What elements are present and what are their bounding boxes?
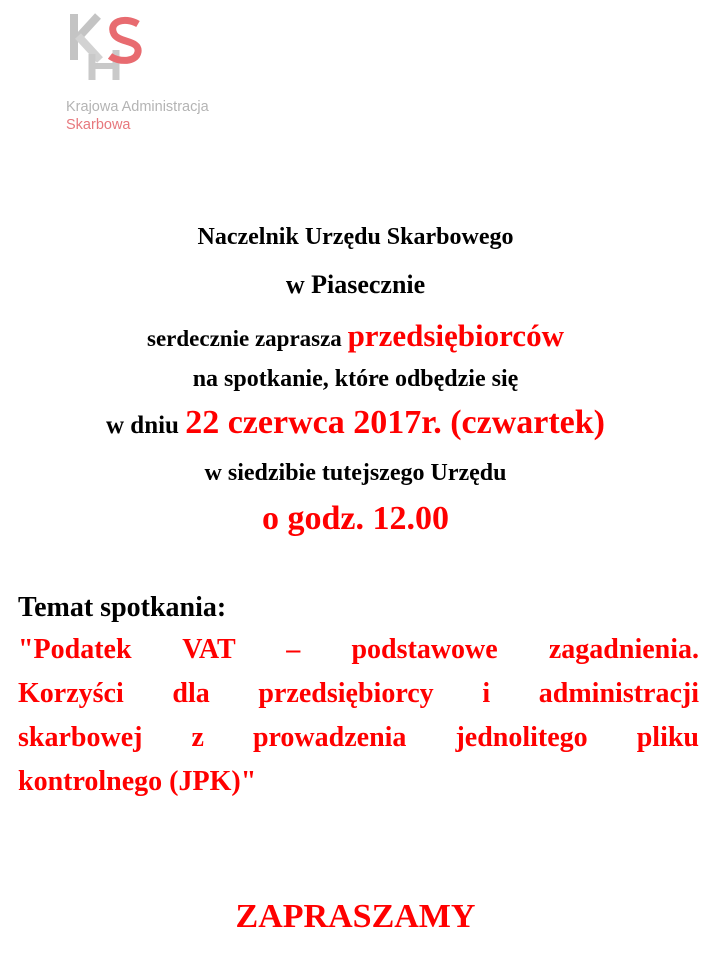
venue-line: w siedzibie tutejszego Urzędu [204,460,507,486]
kas-logo-icon [64,10,154,90]
meeting-date: 22 czerwca 2017r. (czwartek) [185,404,605,441]
heading-location: w Piasecznie [285,270,426,299]
invitation-audience: przedsiębiorców [347,318,564,353]
date-prefix: w dniu [106,412,186,439]
date-line [0,404,711,442]
closing-invitation: ZAPRASZAMY [235,898,476,935]
logo-text-line2: Skarbowa [66,117,131,133]
topic-line: skarbowej z prowadzenia jednolitego pliku [18,722,699,753]
topic-line: "Podatek VAT – podstawowe zagadnienia. [18,634,699,665]
topic-label: Temat spotkania: [18,592,227,623]
meeting-time: o godz. 12.00 [262,500,449,537]
invitation-line [0,318,711,354]
kas-logo [64,10,244,135]
heading-office: Naczelnik Urzędu Skarbowego [197,224,514,250]
logo-text-line1: Krajowa Administracja [66,99,209,115]
topic-line: kontrolnego (JPK)" [18,766,257,797]
invitation-prefix: serdecznie zaprasza [147,326,348,351]
meeting-line: na spotkanie, które odbędzie się [192,366,519,392]
topic-line: Korzyści dla przedsiębiorcy i administracji [18,678,699,709]
